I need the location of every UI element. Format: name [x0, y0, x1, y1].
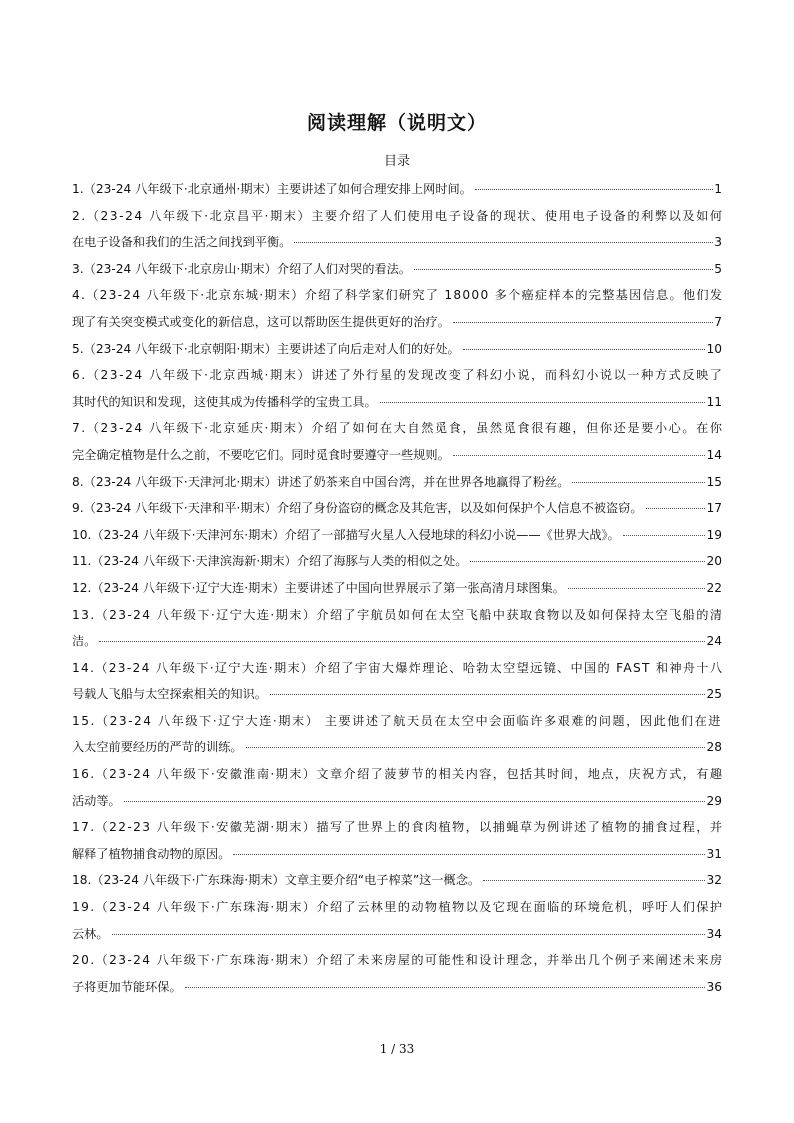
toc-entry-line	[72, 921, 722, 948]
toc-entry[interactable]	[72, 894, 722, 947]
toc-entry-text: 云林。	[72, 926, 109, 941]
toc-entry-line	[72, 203, 722, 230]
toc-page-number: 20	[706, 554, 722, 569]
toc-page-number: 22	[706, 580, 722, 595]
toc-entry-line	[72, 974, 722, 1001]
toc-entry-text: 17.（22-23 八年级下·安徽芜湖·期末）描写了世界上的食肉植物，以捕蝇草为例讲述了植物的捕食过程，并	[72, 820, 724, 835]
toc-page-number: 15	[706, 474, 722, 489]
toc-entry-text: 洁。	[72, 634, 97, 649]
toc-entry-line	[72, 495, 722, 522]
toc-page-number: 5	[714, 261, 722, 276]
dot-leader	[380, 402, 706, 403]
toc-entry-line	[72, 256, 722, 283]
dot-leader	[453, 455, 706, 456]
toc-entry-text: 号载人飞船与太空探索相关的知识。	[72, 687, 267, 702]
toc-entry-text: 7.（23-24 八年级下·北京延庆·期末）介绍了如何在大自然觅食，虽然觅食很有趣，但你还是要小心。在你	[72, 421, 724, 436]
toc-entry-text: 20.（23-24 八年级下·广东珠海·期末）介绍了未来房屋的可能性和设计理念，并举出几个例子来阐述未来房	[72, 953, 724, 968]
dot-leader	[475, 189, 713, 190]
toc-entry-line	[72, 415, 722, 442]
toc-page-number: 31	[706, 846, 722, 861]
toc-page-number: 34	[706, 926, 722, 941]
dot-leader	[646, 508, 706, 509]
dot-leader	[470, 561, 705, 562]
toc-entry[interactable]	[72, 575, 722, 602]
toc-entry[interactable]	[72, 867, 722, 894]
toc-entry-text: 活动等。	[72, 793, 121, 808]
toc-entry-text: 现了有关突变模式或变化的新信息，这可以帮助医生提供更好的治疗。	[72, 314, 450, 329]
dot-leader	[112, 934, 706, 935]
toc-entry-line	[72, 575, 722, 602]
toc-entry[interactable]	[72, 761, 722, 814]
toc-entry-text: 完全确定植物是什么之前，不要吃它们。同时觅食时要遵守一些规则。	[72, 447, 450, 462]
toc-entry-text: 12.（23-24 八年级下·辽宁大连·期末）主要讲述了中国向世界展示了第一张高清月球图集。	[72, 580, 565, 595]
toc-page-number: 32	[706, 873, 722, 888]
toc-entry-text: 9.（23-24 八年级下·天津和平·期末）介绍了身份盗窃的概念及其危害，以及如何保护个人信息不被盗窃。	[72, 501, 643, 516]
toc-entry-line	[72, 708, 722, 735]
dot-leader	[246, 747, 706, 748]
toc-entry-text: 子将更加节能环保。	[72, 979, 182, 994]
toc-heading: 目录	[383, 154, 410, 169]
toc-entry-line	[72, 867, 722, 894]
toc-entry-text: 4.（23-24 八年级下·北京东城·期末）介绍了科学家们研究了 18000 多个癌症样本的完整基因信息。他们发	[72, 288, 724, 303]
toc-page-number: 11	[706, 394, 722, 409]
toc-entry[interactable]	[72, 282, 722, 335]
toc-entry-line	[72, 469, 722, 496]
dot-leader	[568, 588, 706, 589]
toc-entry-line	[72, 628, 722, 655]
toc-page-number: 7	[714, 314, 722, 329]
toc-entry-line	[72, 176, 722, 203]
toc-entry-line	[72, 681, 722, 708]
page-number: 1 / 33	[379, 1042, 415, 1056]
toc-entry[interactable]	[72, 336, 722, 363]
toc-entry[interactable]	[72, 655, 722, 708]
dot-leader	[623, 535, 706, 536]
toc-entry-line	[72, 761, 722, 788]
toc-entry-text: 1.（23-24 八年级下·北京通州·期末）主要讲述了如何合理安排上网时间。	[72, 182, 472, 196]
toc-entry-text: 5.（23-24 八年级下·北京朝阳·期末）主要讲述了向后走对人们的好处。	[72, 341, 460, 356]
toc-entry[interactable]	[72, 256, 722, 283]
toc-entry-text: 14.（23-24 八年级下·辽宁大连·期末）介绍了宇宙大爆炸理论、哈勃太空望远镜、中国的 FAST 和神舟十八	[72, 660, 724, 675]
toc-entry[interactable]	[72, 176, 722, 203]
toc-entry-line	[72, 336, 722, 363]
toc-entry[interactable]	[72, 548, 722, 575]
toc-entry-text: 8.（23-24 八年级下·天津河北·期末）讲述了奶茶来自中国台湾，并在世界各地赢得了粉丝。	[72, 474, 570, 489]
toc-entry-text: 6.（23-24 八年级下·北京西城·期末）讲述了外行星的发现改变了科幻小说，而科幻小说以一种方式反映了	[72, 368, 724, 383]
toc-page-number: 36	[706, 979, 722, 994]
toc-page-number: 1	[714, 182, 722, 196]
toc-page-number: 17	[706, 501, 722, 516]
toc-page-number: 24	[706, 634, 722, 649]
toc-entry-line	[72, 522, 722, 549]
toc-entry-line	[72, 602, 722, 629]
toc-entry-text: 入太空前要经历的严苛的训练。	[72, 740, 243, 755]
toc-entry-text: 2.（23-24 八年级下·北京昌平·期末）主要介绍了人们使用电子设备的现状、使用电子设备的利弊以及如何	[72, 208, 724, 223]
toc-entry[interactable]	[72, 469, 722, 496]
document-title: 阅读理解（说明文）	[306, 112, 487, 134]
toc-entry-text: 16.（23-24 八年级下·安徽淮南·期末）文章介绍了菠萝节的相关内容，包括其时间，地点，庆祝方式，有趣	[72, 767, 724, 782]
dot-leader	[414, 269, 713, 270]
toc-entry-text: 其时代的知识和发现，这使其成为传播科学的宝贵工具。	[72, 394, 377, 409]
toc-entry-line	[72, 548, 722, 575]
toc-entry-line	[72, 229, 722, 256]
toc-entry-line	[72, 841, 722, 868]
toc-entry-line	[72, 894, 722, 921]
toc-entry-text: 13.（23-24 八年级下·辽宁大连·期末）介绍了宇航员如何在太空飞船中获取食物以及如何保持太空飞船的清	[72, 607, 724, 622]
toc-entry[interactable]	[72, 203, 722, 256]
dot-leader	[124, 801, 706, 802]
toc-entry-text: 18.（23-24 八年级下·广东珠海·期末）文章主要介绍“电子榨菜”这一概念。	[72, 873, 481, 888]
toc-entry-text: 11.（23-24 八年级下·天津滨海新·期末）介绍了海豚与人类的相似之处。	[72, 554, 468, 569]
toc-page-number: 10	[706, 341, 722, 356]
toc-entry[interactable]	[72, 814, 722, 867]
toc-entry[interactable]	[72, 495, 722, 522]
toc-page-number: 3	[714, 235, 722, 250]
toc-entry-line	[72, 788, 722, 815]
toc-entry-line	[72, 282, 722, 309]
toc-entry-line	[72, 362, 722, 389]
toc-entry[interactable]	[72, 362, 722, 415]
toc-entry-text: 19.（23-24 八年级下·广东珠海·期末）介绍了云林里的动物植物以及它现在面临的环境危机，呼吁人们保护	[72, 900, 724, 915]
dot-leader	[233, 854, 705, 855]
toc-entry-line	[72, 442, 722, 469]
toc-entry-line	[72, 814, 722, 841]
dot-leader	[463, 349, 706, 350]
toc-entry-line	[72, 947, 722, 974]
toc-entry[interactable]	[72, 602, 722, 655]
toc-entry-text: 10.（23-24 八年级下·天津河东·期末）介绍了一部描写火星人入侵地球的科幻小说——《世界大战》。	[72, 527, 620, 542]
dot-leader	[572, 482, 705, 483]
toc-entry-text: 15.（23-24 八年级下·辽宁大连·期末） 主要讲述了航天员在太空中会面临许多艰难的问题，因此他们在进	[72, 713, 723, 728]
toc-page-number: 14	[706, 447, 722, 462]
toc-entry[interactable]	[72, 947, 722, 1000]
toc-page-number: 19	[706, 527, 722, 542]
toc-entry-line	[72, 655, 722, 682]
toc-entry[interactable]	[72, 522, 722, 549]
toc-entry-line	[72, 734, 722, 761]
table-of-contents	[72, 176, 722, 1000]
dot-leader	[483, 880, 705, 881]
toc-entry-text: 解释了植物捕食动物的原因。	[72, 846, 231, 861]
toc-page-number: 28	[706, 740, 722, 755]
toc-page-number: 25	[706, 687, 722, 702]
toc-entry-line	[72, 309, 722, 336]
toc-entry[interactable]	[72, 708, 722, 761]
dot-leader	[294, 242, 713, 243]
toc-page-number: 29	[706, 793, 722, 808]
dot-leader	[270, 694, 705, 695]
toc-entry[interactable]	[72, 415, 722, 468]
dot-leader	[453, 322, 713, 323]
dot-leader	[185, 987, 706, 988]
toc-entry-text: 3.（23-24 八年级下·北京房山·期末）介绍了人们对哭的看法。	[72, 261, 411, 276]
dot-leader	[99, 641, 705, 642]
toc-entry-text: 在电子设备和我们的生活之间找到平衡。	[72, 235, 292, 250]
toc-entry-line	[72, 389, 722, 416]
